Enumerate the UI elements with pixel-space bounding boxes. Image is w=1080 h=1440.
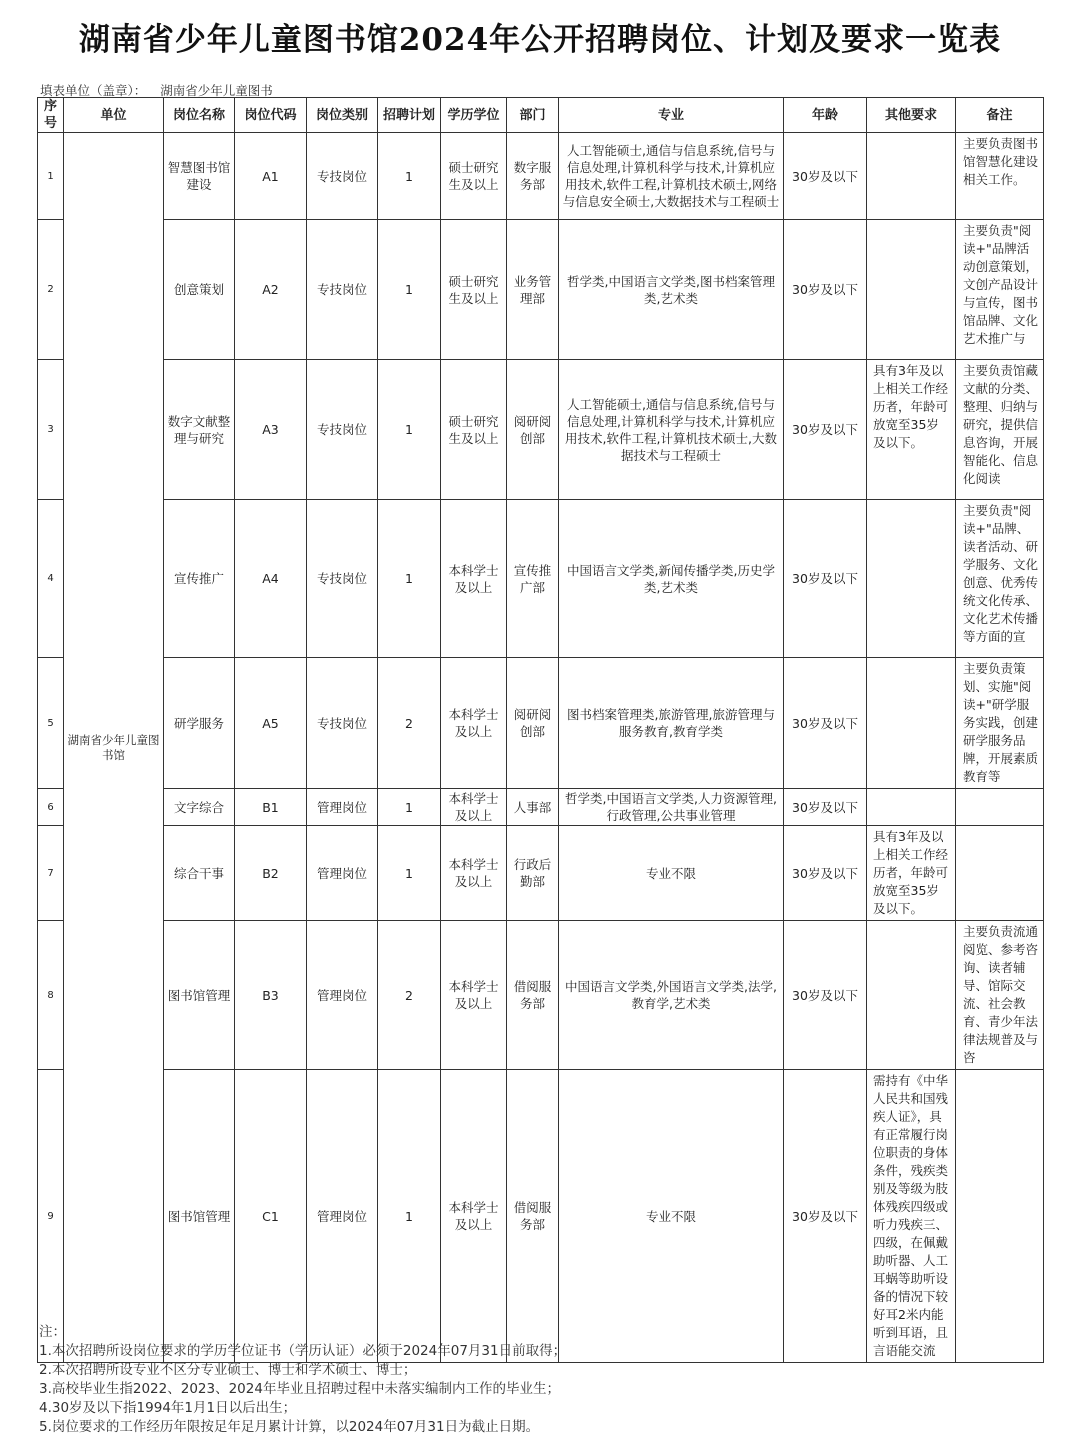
department: 人事部 — [507, 789, 559, 826]
hiring-plan: 1 — [378, 826, 441, 921]
department: 阅研阅创部 — [507, 658, 559, 789]
header-note: 备注 — [956, 98, 1044, 133]
position-category: 专技岗位 — [307, 658, 378, 789]
position-category: 管理岗位 — [307, 826, 378, 921]
footnote-item: 3.高校毕业生指2022、2023、2024年毕业且招聘过程中未落实编制内工作的毕业生； — [39, 1381, 560, 1397]
position-category: 专技岗位 — [307, 133, 378, 220]
position-code: A3 — [235, 360, 307, 500]
position-name: 文字综合 — [164, 789, 235, 826]
table-row — [38, 360, 1044, 500]
age-requirement: 30岁及以下 — [784, 826, 867, 921]
major-requirement: 专业不限 — [559, 826, 784, 921]
age-requirement: 30岁及以下 — [784, 1070, 867, 1363]
major-requirement: 中国语言文学类,外国语言文学类,法学,教育学,艺术类 — [559, 921, 784, 1070]
age-requirement: 30岁及以下 — [784, 220, 867, 360]
position-code: B2 — [235, 826, 307, 921]
remark — [956, 826, 1044, 921]
position-category: 专技岗位 — [307, 220, 378, 360]
age-requirement: 30岁及以下 — [784, 500, 867, 658]
position-code: A4 — [235, 500, 307, 658]
other-requirement: 具有3年及以上相关工作经历者，年龄可放宽至35岁及以下。 — [867, 360, 956, 500]
other-requirement — [867, 921, 956, 1070]
position-code: A2 — [235, 220, 307, 360]
position-name: 综合干事 — [164, 826, 235, 921]
position-code: B3 — [235, 921, 307, 1070]
position-code: A1 — [235, 133, 307, 220]
remark — [956, 789, 1044, 826]
remark: 主要负责馆藏文献的分类、整理、归纳与研究，提供信息咨询，开展智能化、信息化阅读 — [956, 360, 1044, 500]
position-name: 图书馆管理 — [164, 921, 235, 1070]
remark — [956, 1070, 1044, 1363]
position-category: 专技岗位 — [307, 360, 378, 500]
position-name: 智慧图书馆建设 — [164, 133, 235, 220]
hiring-plan: 1 — [378, 1070, 441, 1363]
remark: 主要负责"阅读+"品牌、读者活动、研学服务、文化创意、优秀传统文化传承、文化艺术传播等方面的宣 — [956, 500, 1044, 658]
footnotes — [39, 1323, 566, 1437]
row-idx: 1 — [38, 133, 64, 220]
degree-requirement: 本科学士及以上 — [441, 921, 507, 1070]
header-plan: 招聘计划 — [378, 98, 441, 133]
header-unit: 单位 — [64, 98, 164, 133]
department: 宣传推广部 — [507, 500, 559, 658]
major-requirement: 图书档案管理类,旅游管理,旅游管理与服务教育,教育学类 — [559, 658, 784, 789]
degree-requirement: 硕士研究生及以上 — [441, 220, 507, 360]
other-requirement — [867, 220, 956, 360]
department: 阅研阅创部 — [507, 360, 559, 500]
header-dept: 部门 — [507, 98, 559, 133]
header-idx: 序号 — [38, 98, 64, 133]
age-requirement: 30岁及以下 — [784, 658, 867, 789]
position-code: B1 — [235, 789, 307, 826]
major-requirement: 专业不限 — [559, 1070, 784, 1363]
degree-requirement: 本科学士及以上 — [441, 826, 507, 921]
other-requirement — [867, 789, 956, 826]
major-requirement: 中国语言文学类,新闻传播学类,历史学类,艺术类 — [559, 500, 784, 658]
unit-cell: 湖南省少年儿童图书馆 — [64, 133, 164, 1363]
footnote-item: 5.岗位要求的工作经历年限按足年足月累计计算，以2024年07月31日为截止日期。 — [39, 1419, 540, 1435]
position-name: 宣传推广 — [164, 500, 235, 658]
recruitment-table — [37, 97, 1044, 1363]
filling-unit-value: 湖南省少年儿童图书 — [160, 83, 273, 98]
position-name: 数字文献整理与研究 — [164, 360, 235, 500]
filling-unit-label: 填表单位（盖章）： — [40, 83, 147, 98]
position-code: C1 — [235, 1070, 307, 1363]
row-idx: 7 — [38, 826, 64, 921]
header-age: 年龄 — [784, 98, 867, 133]
position-name: 创意策划 — [164, 220, 235, 360]
remark: 主要负责流通阅览、参考咨询、读者辅导、馆际交流、社会教育、青少年法律法规普及与咨 — [956, 921, 1044, 1070]
degree-requirement: 本科学士及以上 — [441, 500, 507, 658]
table-row — [38, 133, 1044, 220]
other-requirement — [867, 658, 956, 789]
table-row — [38, 789, 1044, 826]
remark: 主要负责图书馆智慧化建设相关工作。 — [956, 133, 1044, 220]
position-code: A5 — [235, 658, 307, 789]
department: 借阅服务部 — [507, 921, 559, 1070]
position-category: 专技岗位 — [307, 500, 378, 658]
table-row — [38, 1070, 1044, 1363]
degree-requirement: 本科学士及以上 — [441, 789, 507, 826]
degree-requirement: 本科学士及以上 — [441, 1070, 507, 1363]
hiring-plan: 1 — [378, 133, 441, 220]
row-idx: 4 — [38, 500, 64, 658]
hiring-plan: 1 — [378, 500, 441, 658]
footnote-item: 2.本次招聘所设专业不区分专业硕士、博士和学术硕士、博士； — [39, 1362, 417, 1378]
row-idx: 6 — [38, 789, 64, 826]
remark: 主要负责策划、实施"阅读+"研学服务实践，创建研学服务品牌，开展素质教育等 — [956, 658, 1044, 789]
hiring-plan: 2 — [378, 658, 441, 789]
department: 数字服务部 — [507, 133, 559, 220]
hiring-plan: 1 — [378, 789, 441, 826]
position-name: 研学服务 — [164, 658, 235, 789]
header-row — [38, 98, 1044, 133]
header-major: 专业 — [559, 98, 784, 133]
header-other: 其他要求 — [867, 98, 956, 133]
hiring-plan: 1 — [378, 360, 441, 500]
age-requirement: 30岁及以下 — [784, 921, 867, 1070]
other-requirement: 需持有《中华人民共和国残疾人证》，具有正常履行岗位职责的身体条件，残疾类别及等级为肢体残疾四级或听力残疾三、四级，在佩戴助听器、人工耳蜗等助听设备的情况下较好耳2米内能听到耳语，且言语能交流 — [867, 1070, 956, 1363]
department: 行政后勤部 — [507, 826, 559, 921]
table-row — [38, 658, 1044, 789]
row-idx: 2 — [38, 220, 64, 360]
hiring-plan: 1 — [378, 220, 441, 360]
row-idx: 9 — [38, 1070, 64, 1363]
row-idx: 5 — [38, 658, 64, 789]
row-idx: 3 — [38, 360, 64, 500]
page-title: 湖南省少年儿童图书馆2024年公开招聘岗位、计划及要求一览表 — [78, 22, 1002, 58]
table-row — [38, 220, 1044, 360]
age-requirement: 30岁及以下 — [784, 789, 867, 826]
degree-requirement: 本科学士及以上 — [441, 658, 507, 789]
position-category: 管理岗位 — [307, 1070, 378, 1363]
table-row — [38, 826, 1044, 921]
age-requirement: 30岁及以下 — [784, 133, 867, 220]
table-row — [38, 500, 1044, 658]
department: 借阅服务部 — [507, 1070, 559, 1363]
major-requirement: 哲学类,中国语言文学类,图书档案管理类,艺术类 — [559, 220, 784, 360]
position-category: 管理岗位 — [307, 789, 378, 826]
other-requirement — [867, 133, 956, 220]
major-requirement: 人工智能硕士,通信与信息系统,信号与信息处理,计算机科学与技术,计算机应用技术,软件工程,计算机技术硕士,网络与信息安全硕士,大数据技术与工程硕士 — [559, 133, 784, 220]
header-name: 岗位名称 — [164, 98, 235, 133]
footnote-item: 4.30岁及以下指1994年1月1日以后出生； — [39, 1400, 297, 1416]
degree-requirement: 硕士研究生及以上 — [441, 133, 507, 220]
remark: 主要负责"阅读+"品牌活动创意策划，文创产品设计与宣传，图书馆品牌、文化艺术推广与 — [956, 220, 1044, 360]
other-requirement: 具有3年及以上相关工作经历者，年龄可放宽至35岁及以下。 — [867, 826, 956, 921]
table-row — [38, 921, 1044, 1070]
major-requirement: 人工智能硕士,通信与信息系统,信号与信息处理,计算机科学与技术,计算机应用技术,软件工程,计算机技术硕士,大数据技术与工程硕士 — [559, 360, 784, 500]
position-category: 管理岗位 — [307, 921, 378, 1070]
major-requirement: 哲学类,中国语言文学类,人力资源管理,行政管理,公共事业管理 — [559, 789, 784, 826]
other-requirement — [867, 500, 956, 658]
header-category: 岗位类别 — [307, 98, 378, 133]
footnote-item: 1.本次招聘所设岗位要求的学历学位证书（学历认证）必须于2024年07月31日前取得； — [39, 1343, 567, 1359]
row-idx: 8 — [38, 921, 64, 1070]
footnote-heading: 注： — [39, 1324, 66, 1340]
degree-requirement: 硕士研究生及以上 — [441, 360, 507, 500]
header-degree: 学历学位 — [441, 98, 507, 133]
position-name: 图书馆管理 — [164, 1070, 235, 1363]
age-requirement: 30岁及以下 — [784, 360, 867, 500]
department: 业务管理部 — [507, 220, 559, 360]
hiring-plan: 2 — [378, 921, 441, 1070]
header-code: 岗位代码 — [235, 98, 307, 133]
